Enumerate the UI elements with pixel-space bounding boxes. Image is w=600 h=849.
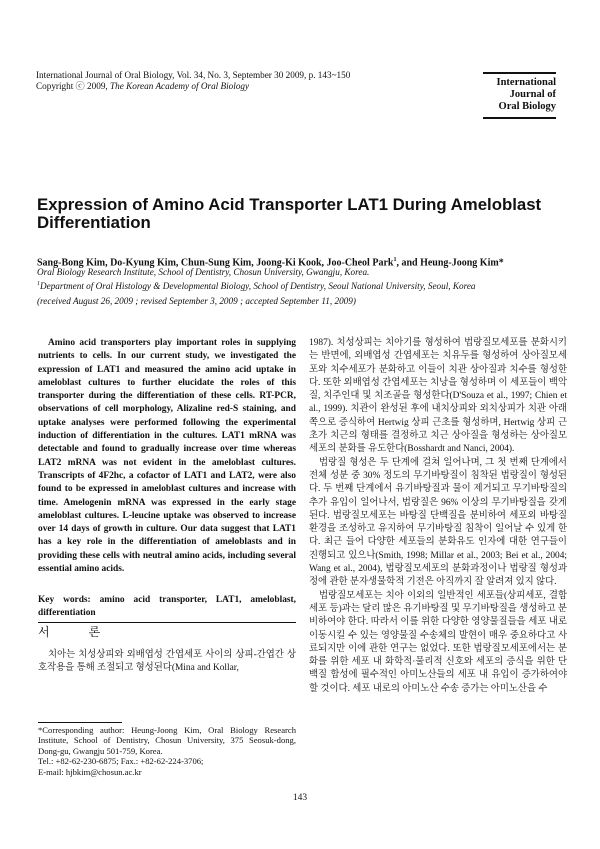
copyright-holder: The Korean Academy of Oral Biology bbox=[110, 81, 250, 91]
footnote-email: E-mail: hjbkim@chosun.ac.kr bbox=[38, 766, 142, 777]
footnote-text: *Corresponding author: Heung-Joong Kim, Oral Biology Research Institute, School of Dentistry, Chosun University, 375 Seosuk-dong, Dong-gu, Gwangju 501-759, Korea. bbox=[38, 725, 296, 756]
right-column bbox=[309, 337, 567, 696]
author-list: Sang-Bong Kim, Do-Kyung Kim, Chun-Sung Kim, Joong-Ki Kook, Joo-Cheol Park$^1$, and Heung-Joong Kim* bbox=[37, 257, 504, 269]
section-heading-introduction: 서 론 bbox=[38, 625, 119, 639]
affiliation-1: Oral Biology Research Institute, School of Dentistry, Chosun University, Gwangju, Korea. bbox=[37, 267, 370, 277]
corresponding-author-footnote bbox=[38, 725, 296, 777]
article-title: Expression of Amino Acid Transporter LAT1 During Ameloblast Differentiation bbox=[37, 195, 542, 232]
intro-paragraph: 법랑질모세포는 치아 이외의 일반적인 세포들(상피세포, 결합세포 등)과는 달리 많은 유기바탕질 및 무기바탕질을 생성하고 분비하여야 한다. 따라서 이를 위한 다양한 영양물질들을 세포 내로 이동시킬 수 있는 영양물질 수송체의 발현이 매우 중요하다고 사료되지만 이에 관한 연구는 없었다. 또한 법랑질모세포에서는 분화를 위한 세포 내 화학적·물리적 신호와 세포의 증식을 위한 단백질 합성에 필수적인 아미노산들의 세포 내 유입이 증가하여야 할 것이다. 세포 내로의 아미노산 수송 증가는 아미노산을 수 bbox=[309, 590, 567, 694]
affiliation-2: $^1$Department of Oral Histology & Developmental Biology, School of Dentistry, Seoul National University, Seoul, Korea bbox=[37, 280, 476, 291]
abstract: Amino acid transporters play important roles in supplying nutrients to cells. In our current study, we investigated the expression of LAT1 and measured the amino acid uptake in ameloblast cultures to further elucidate the roles of this transporter during the differentiation of these cells. RT-PCR, observations of cell morphology, Alizaline red-S staining, and uptake analyses were performed following the experimental induction of differentiation in the cultures. LAT1 mRNA was detectable and found to gradually increase over time whereas LAT2 mRNA was not evident in the ameloblast cultures. Transcripts of 4F2hc, a cofactor of LAT1 and LAT2, were also found to be expressed in ameloblast cultures and increase with time. Amelogenin mRNA was expressed in the early stage ameloblast cultures. L-leucine uptake was observed to increase over 14 days of growth in culture. Our data suggest that LAT1 has a key role in the differentiation of ameloblasts and in providing these cells with neutral amino acids, including several essential amino acids. bbox=[38, 338, 296, 575]
intro-paragraph-left: 치아는 치성상피와 외배엽성 간엽세포 사이의 상피-간엽간 상호작용을 통해 조절되고 형성된다(Mina and Kollar, bbox=[38, 650, 296, 674]
footnote-contact: Tel.: +82-62-230-6875; Fax.: +82-62-224-3706; bbox=[38, 756, 204, 767]
affiliations bbox=[37, 267, 567, 292]
intro-paragraph: 1987). 치성상피는 치아기를 형성하여 법랑질모세포를 분화시키는 반면에, 외배엽성 간엽세포는 치유두를 형성하여 상아질모세포와 치수세포가 분화하고 이들이 치관 상아질과 치수를 형성한다. 또한 외배엽성 간엽세포는 치낭을 형성하며 이 세포들이 백악질, 치주인대 및 치조골을 형성한다(D'Souza et al., 1997; Chien et al., 1999). 치관이 완성된 후에 내치상피와 외치상피가 치관 아래쪽으로 증식하여 Hertwig 상피 근초를 형성하며, Hertwig 상피 근초가 치근의 형태를 결정하고 치근 상아질을 형성하는 상아질모세포의 분화를 유도한다(Bosshardt and Nanci, 2004). bbox=[309, 338, 567, 455]
footnote-divider bbox=[38, 722, 122, 723]
journal-header bbox=[36, 70, 350, 92]
journal-logo bbox=[483, 72, 556, 119]
logo-line: Journal of bbox=[509, 89, 556, 100]
keywords: Key words: amino acid transporter, LAT1, ameloblast, differentiation bbox=[38, 595, 296, 619]
submission-dates: (received August 26, 2009 ; revised September 3, 2009 ; accepted September 11, 2009) bbox=[37, 296, 356, 306]
page-number: 143 bbox=[292, 793, 308, 803]
logo-line: International bbox=[496, 77, 556, 88]
intro-paragraph: 법랑질 형성은 두 단계에 걸쳐 일어나며, 그 첫 번째 단계에서 전체 성분 중 30% 정도의 무기바탕질이 침착된 법랑질이 형성된다. 두 번째 단계에서 유기바탕질과 물이 제거되고 무기바탕질의 추가 유입이 일어나서, 법랑질은 96% 이상의 무기바탕질을 갖게 된다. 법랑질모세포는 바탕질 단백질을 분비하여 세포외 바탕질 환경을 조성하고 유지하여 무기바탕질 침착이 일어날 수 있게 한다. 최근 들어 다양한 세포들의 분화유도 인자에 대한 연구들이 진행되고 있으나(Smith, 1998; Millar et al., 2003; Bei et al., 2004; Wang et al., 2004), 법랑질모세포의 분화과정이나 법랑질 형성과정에 관한 분자생물학적 기전은 아직까지 잘 알려져 있지 않다. bbox=[309, 457, 567, 588]
copyright-line: Copyright ⓒ 2009, The Korean Academy of Oral Biology bbox=[36, 81, 250, 91]
author-superscript: 1 bbox=[393, 257, 397, 263]
journal-citation: International Journal of Oral Biology, Vol. 34, No. 3, September 30 2009, p. 143~150 bbox=[36, 70, 351, 80]
logo-line: Oral Biology bbox=[498, 101, 556, 112]
